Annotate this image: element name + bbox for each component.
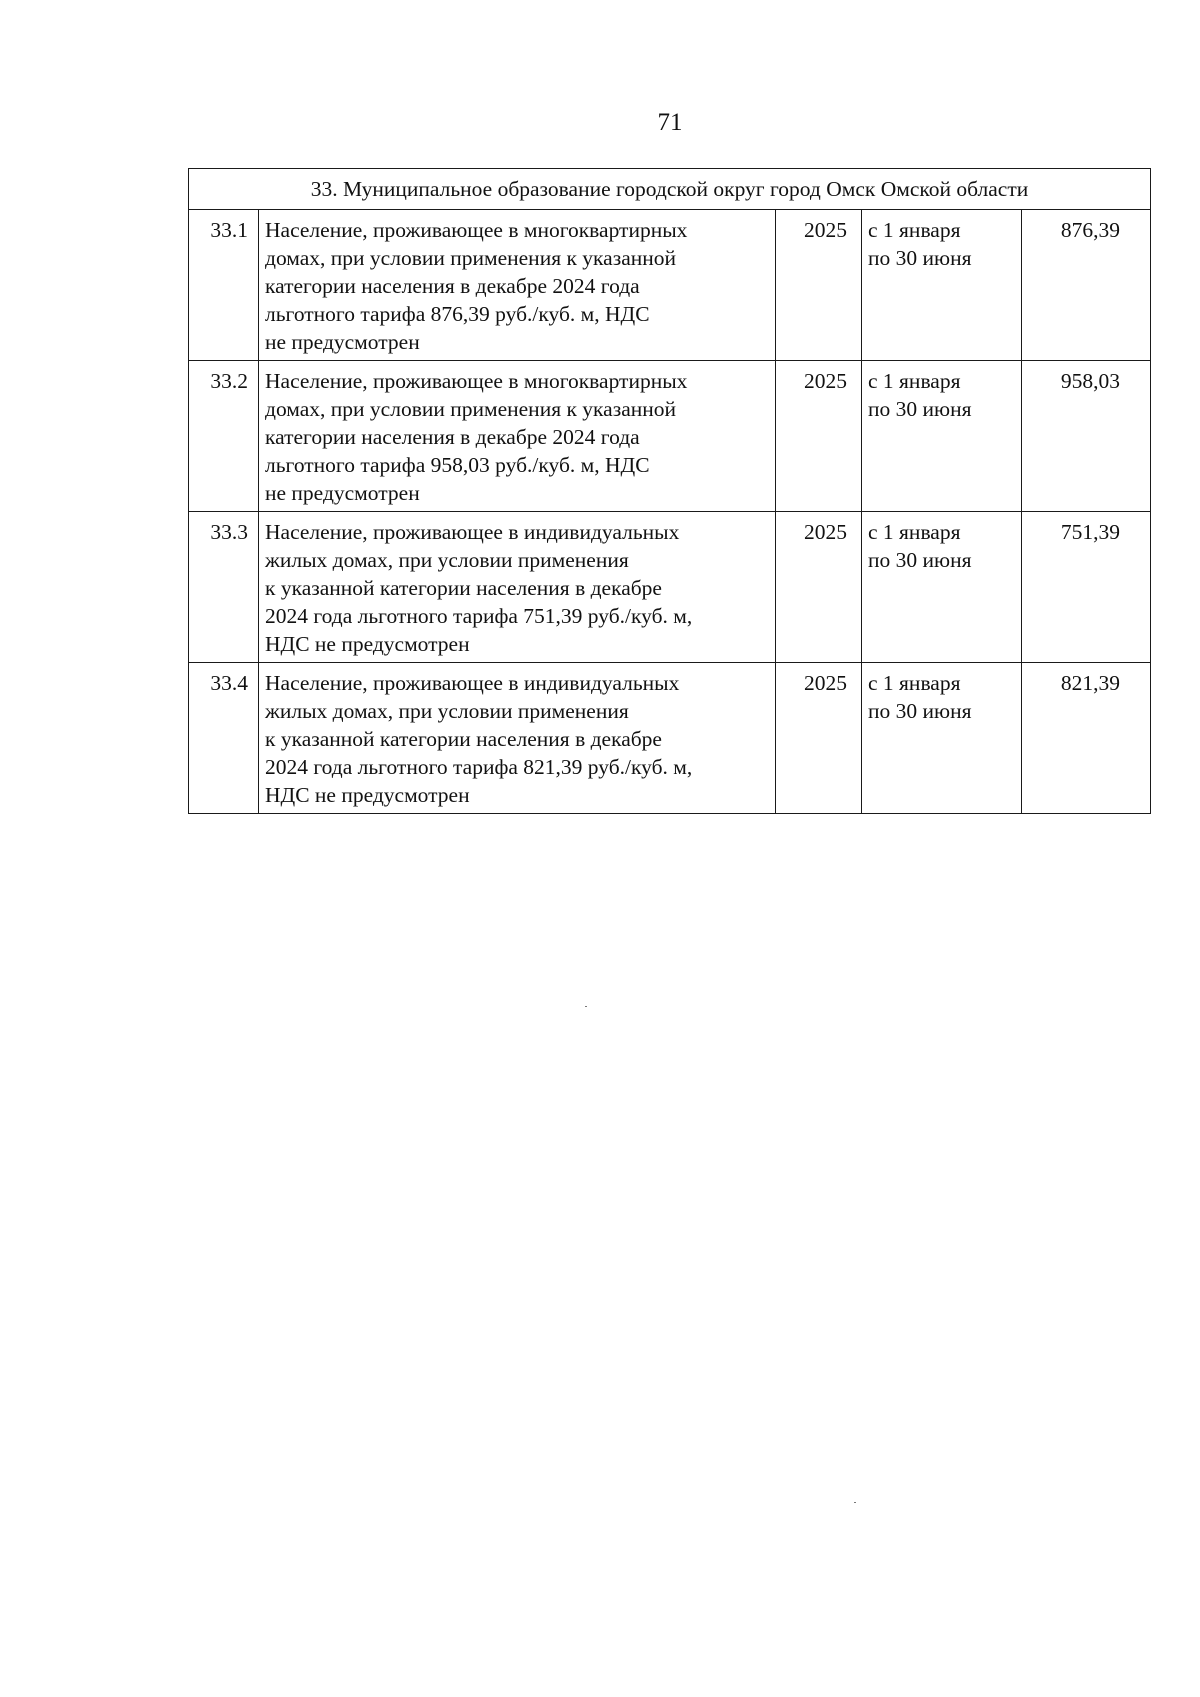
description-line: домах, при условии применения к указанной xyxy=(265,397,676,421)
description-line: 2024 года льготного тарифа 821,39 руб./куб. м, xyxy=(265,755,693,779)
row-price: 821,39 xyxy=(1022,663,1151,814)
section-title: 33. Муниципальное образование городской округ город Омск Омской области xyxy=(189,169,1151,210)
description-line: Население, проживающее в индивидуальных xyxy=(265,671,680,695)
period-start: с 1 января xyxy=(868,671,961,695)
row-period xyxy=(862,663,1022,814)
row-description xyxy=(259,210,776,361)
period-start: с 1 января xyxy=(868,520,961,544)
row-description xyxy=(259,663,776,814)
table-row xyxy=(189,512,1151,663)
description-line: Население, проживающее в многоквартирных xyxy=(265,218,688,242)
description-line: Население, проживающее в многоквартирных xyxy=(265,369,688,393)
page-number: 71 xyxy=(657,109,683,136)
description-line: не предусмотрен xyxy=(265,330,420,354)
row-price: 958,03 xyxy=(1022,361,1151,512)
period-end: по 30 июня xyxy=(868,699,972,723)
period-start: с 1 января xyxy=(868,369,961,393)
table-row xyxy=(189,361,1151,512)
table-row xyxy=(189,663,1151,814)
row-number: 33.4 xyxy=(189,663,259,814)
row-number: 33.3 xyxy=(189,512,259,663)
description-line: домах, при условии применения к указанной xyxy=(265,246,676,270)
row-period xyxy=(862,210,1022,361)
description-line: льготного тарифа 876,39 руб./куб. м, НДС xyxy=(265,302,650,326)
table-row xyxy=(189,210,1151,361)
row-year: 2025 xyxy=(776,663,862,814)
description-line: НДС не предусмотрен xyxy=(265,632,470,656)
row-period xyxy=(862,361,1022,512)
period-start: с 1 января xyxy=(868,218,961,242)
row-number: 33.1 xyxy=(189,210,259,361)
row-number: 33.2 xyxy=(189,361,259,512)
description-line: НДС не предусмотрен xyxy=(265,783,470,807)
row-year: 2025 xyxy=(776,361,862,512)
description-line: не предусмотрен xyxy=(265,481,420,505)
row-period xyxy=(862,512,1022,663)
description-line: категории населения в декабре 2024 года xyxy=(265,425,640,449)
tariff-table xyxy=(188,168,1151,814)
scan-speck xyxy=(854,1502,856,1503)
description-line: 2024 года льготного тарифа 751,39 руб./куб. м, xyxy=(265,604,693,628)
row-year: 2025 xyxy=(776,210,862,361)
description-line: жилых домах, при условии применения xyxy=(265,548,629,572)
period-end: по 30 июня xyxy=(868,548,972,572)
scan-speck xyxy=(585,1006,587,1007)
row-description xyxy=(259,361,776,512)
section-header-row xyxy=(189,169,1151,210)
description-line: к указанной категории населения в декабре xyxy=(265,727,662,751)
description-line: к указанной категории населения в декабре xyxy=(265,576,662,600)
row-price: 876,39 xyxy=(1022,210,1151,361)
row-year: 2025 xyxy=(776,512,862,663)
description-line: льготного тарифа 958,03 руб./куб. м, НДС xyxy=(265,453,650,477)
row-price: 751,39 xyxy=(1022,512,1151,663)
period-end: по 30 июня xyxy=(868,397,972,421)
description-line: жилых домах, при условии применения xyxy=(265,699,629,723)
description-line: Население, проживающее в индивидуальных xyxy=(265,520,680,544)
description-line: категории населения в декабре 2024 года xyxy=(265,274,640,298)
period-end: по 30 июня xyxy=(868,246,972,270)
row-description xyxy=(259,512,776,663)
